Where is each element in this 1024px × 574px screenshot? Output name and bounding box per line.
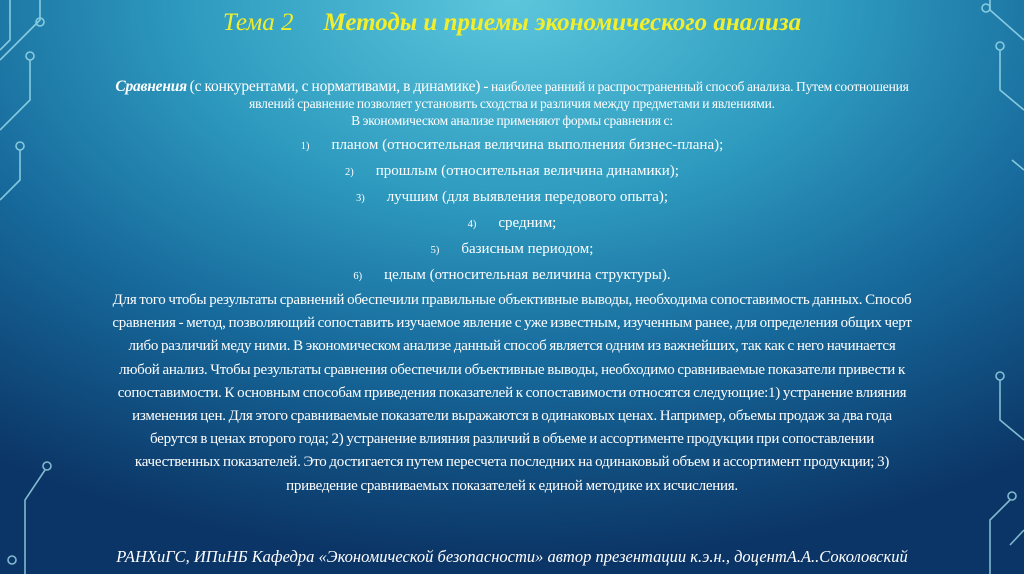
list-item: [30, 211, 994, 237]
intro-text: [10, 78, 1014, 129]
intro-line-2: явлений сравнение позволяет установить сходства и различия между предметами и явлениями.: [249, 96, 775, 111]
list-number: 4): [467, 219, 477, 230]
list-item: [30, 185, 994, 211]
paragraph-line: сопоставимости. К основным способам приведения показателей к сопоставимости относятся следующие:1) устранение влияния: [117, 384, 907, 401]
slide-title: [0, 8, 1024, 38]
list-number: 5): [430, 245, 440, 256]
list-number: 1): [300, 141, 310, 152]
list-text: целым (относительная величина структуры).: [384, 267, 671, 283]
paragraph-line: берутся в ценах второго года; 2) устранение влияния различий в объеме и ассортименте продукции при сопоставлении: [150, 431, 874, 448]
list-text: лучшим (для выявления передового опыта);: [386, 189, 669, 205]
paragraph-line: качественных показателей. Это достигается путем пересчета последних на одинаковый объем и ассортимент продукции; 3): [134, 454, 890, 471]
paragraph-line: сравнения - метод, позволяющий сопоставить изучаемое явление с уже известным, изученным ранее, для определения общих черт: [112, 315, 912, 332]
topic-number: Тема 2: [222, 9, 294, 36]
list-text: средним;: [498, 215, 557, 231]
list-text: прошлым (относительная величина динамики);: [375, 163, 679, 179]
paragraph-line: любой анализ. Чтобы результаты сравнения обеспечили объективные выводы, необходимо сравниваемые показатели привести к: [118, 361, 906, 378]
slide-footer: РАНХиГС, ИПиНБ Кафедра «Экономической безопасности» автор презентации к.э.н., доцентА.А..Соколовский: [116, 547, 908, 566]
list-item: [30, 159, 994, 185]
term: Сравнения: [115, 78, 187, 95]
paragraph-line: приведение сравниваемых показателей к единой методике их исчисления.: [286, 477, 738, 494]
paragraph-line: Для того чтобы результаты сравнений обеспечили правильные объективные выводы, необходима сопоставимость данных. Способ: [112, 292, 912, 308]
list-item: [30, 237, 994, 263]
paragraph-line: изменения цен. Для этого сравниваемые показатели выражаются в одинаковых ценах. Например, объемы продаж за два года: [132, 408, 892, 425]
topic-name: Методы и приемы экономического анализа: [323, 9, 802, 36]
body-paragraph: [7, 289, 1017, 498]
list-text: планом (относительная величина выполнения бизнес-плана);: [331, 137, 724, 153]
list-number: 6): [353, 271, 363, 282]
list-item: [30, 133, 994, 159]
paragraph-line: либо различий меду ними. В экономическом анализе данный способ является одним из важнейших, так как с него начинается: [128, 338, 896, 355]
intro-line-1: наиболее ранний и распространенный способ анализа. Путем соотношения: [491, 79, 909, 94]
intro-line-3: В экономическом анализе применяют формы сравнения с:: [351, 113, 673, 128]
term-paren: (с конкурентами, с нормативами, в динамике) -: [189, 78, 489, 95]
list-number: 2): [345, 167, 354, 178]
list-number: 3): [355, 193, 365, 204]
list-text: базисным периодом;: [461, 241, 594, 257]
comparison-list: [30, 133, 994, 289]
list-item: [30, 263, 994, 289]
